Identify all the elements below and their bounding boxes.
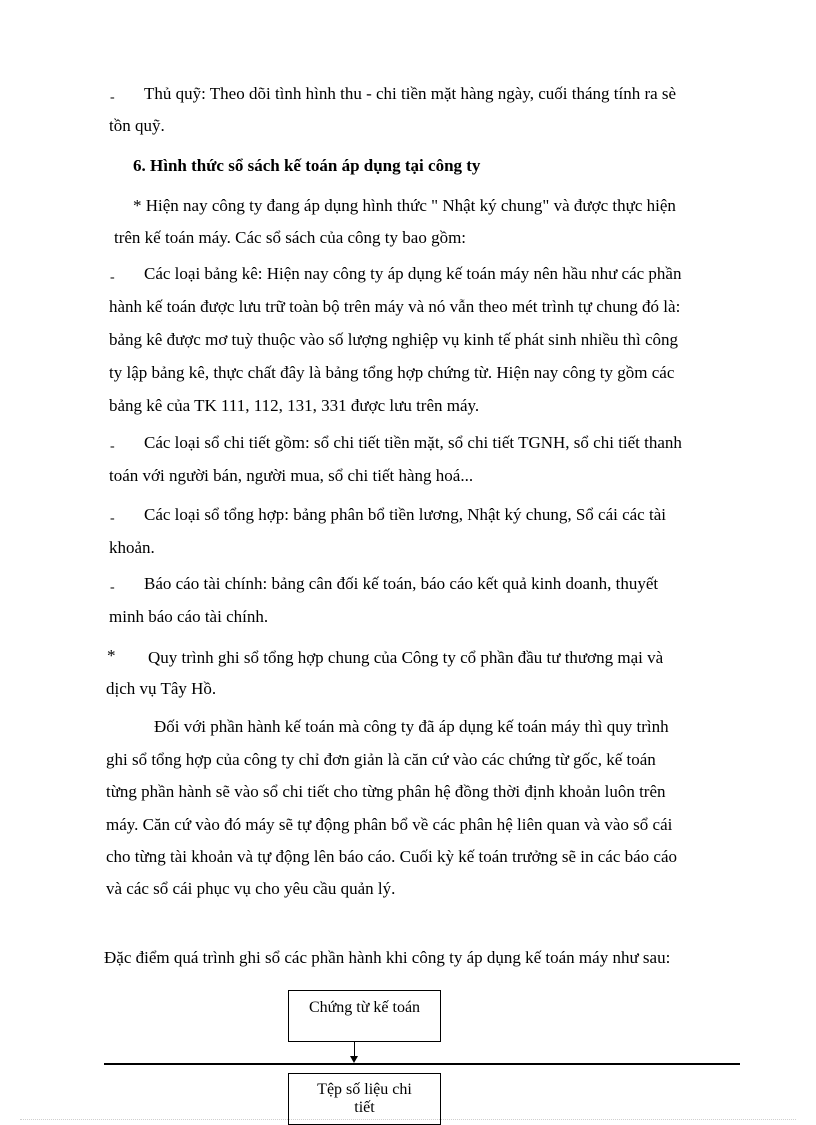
paragraph-line: dịch vụ Tây Hồ.: [106, 679, 217, 698]
paragraph-line: Thủ quỹ: Theo dõi tình hình thu - chi tiền mặt hàng ngày, cuối tháng tính ra sè: [144, 84, 677, 103]
paragraph-line: minh báo cáo tài chính.: [109, 607, 269, 626]
paragraph-line: khoản.: [109, 538, 155, 557]
paragraph-line: Đặc điểm quá trình ghi sổ các phần hành khi công ty áp dụng kế toán máy như sau:: [104, 948, 671, 967]
paragraph-line: từng phần hành sẽ vào sổ chi tiết cho từng phân hệ đồng thời định khoản luôn trên: [106, 782, 666, 801]
paragraph-line: Đối với phần hành kế toán mà công ty đã áp dụng kế toán máy thì quy trình: [154, 717, 669, 736]
diagram-horizontal-rule: [104, 1063, 740, 1065]
paragraph-line: bảng kê được mơ tuỳ thuộc vào số lượng nghiệp vụ kinh tế phát sinh nhiều thì công: [109, 330, 679, 349]
paragraph-line: Các loại sổ chi tiết gồm: sổ chi tiết tiền mặt, sổ chi tiết TGNH, sổ chi tiết thanh: [144, 433, 682, 452]
paragraph-line: trên kế toán máy. Các sổ sách của công ty bao gồm:: [114, 228, 467, 247]
paragraph-line: Báo cáo tài chính: bảng cân đối kế toán, báo cáo kết quả kinh doanh, thuyết: [144, 574, 659, 593]
section-heading: 6. Hình thức sổ sách kế toán áp dụng tại công ty: [133, 156, 481, 175]
paragraph-line: tồn quỹ.: [109, 116, 165, 135]
diagram-box-label: Chứng từ kế toán: [308, 999, 421, 1016]
paragraph-line: * Hiện nay công ty đang áp dụng hình thức " Nhật ký chung" và được thực hiện: [133, 196, 676, 215]
paragraph-line: Các loại bảng kê: Hiện nay công ty áp dụng kế toán máy nên hầu như các phần: [144, 264, 682, 283]
diagram-box-label: tiết: [354, 1099, 375, 1116]
diagram-connector: [354, 1042, 355, 1056]
paragraph-line: hành kế toán được lưu trữ toàn bộ trên máy và nó vẫn theo mét trình tự chung đó là:: [109, 297, 681, 316]
paragraph-line: toán với người bán, người mua, sổ chi tiết hàng hoá...: [109, 466, 474, 485]
asterisk-marker: *: [107, 646, 116, 665]
bullet-dash: -: [110, 439, 115, 454]
bullet-dash: -: [110, 580, 115, 595]
paragraph-line: Các loại sổ tổng hợp: bảng phân bổ tiền lương, Nhật ký chung, Sổ cái các tài: [144, 505, 666, 524]
arrow-down-icon: [350, 1056, 358, 1063]
bullet-dash: -: [110, 511, 115, 526]
paragraph-line: bảng kê của TK 111, 112, 131, 331 được lưu trên máy.: [109, 396, 480, 415]
paragraph-line: ghi sổ tổng hợp của công ty chỉ đơn giản là căn cứ vào các chứng từ gốc, kế toán: [106, 750, 656, 769]
bullet-dash: -: [110, 90, 115, 105]
paragraph-line: và các sổ cái phục vụ cho yêu cầu quản lý.: [106, 879, 396, 898]
paragraph-line: máy. Căn cứ vào đó máy sẽ tự động phân bổ về các phân hệ liên quan và vào sổ cái: [106, 815, 673, 834]
diagram-box-detail-data-file: [288, 1073, 441, 1125]
paragraph-line: ty lập bảng kê, thực chất đây là bảng tổng hợp chứng từ. Hiện nay công ty gồm các: [109, 363, 675, 382]
paragraph-line: Quy trình ghi sổ tổng hợp chung của Công ty cổ phần đầu tư thương mại và: [148, 648, 664, 667]
diagram-box-label: Tệp số liệu chi: [317, 1081, 412, 1098]
bullet-dash: -: [110, 270, 115, 285]
diagram-box-accounting-documents: [288, 990, 441, 1042]
paragraph-line: cho từng tài khoản và tự động lên báo cáo. Cuối kỳ kế toán trưởng sẽ in các báo cáo: [106, 847, 678, 866]
page-bottom-border: [20, 1119, 796, 1120]
